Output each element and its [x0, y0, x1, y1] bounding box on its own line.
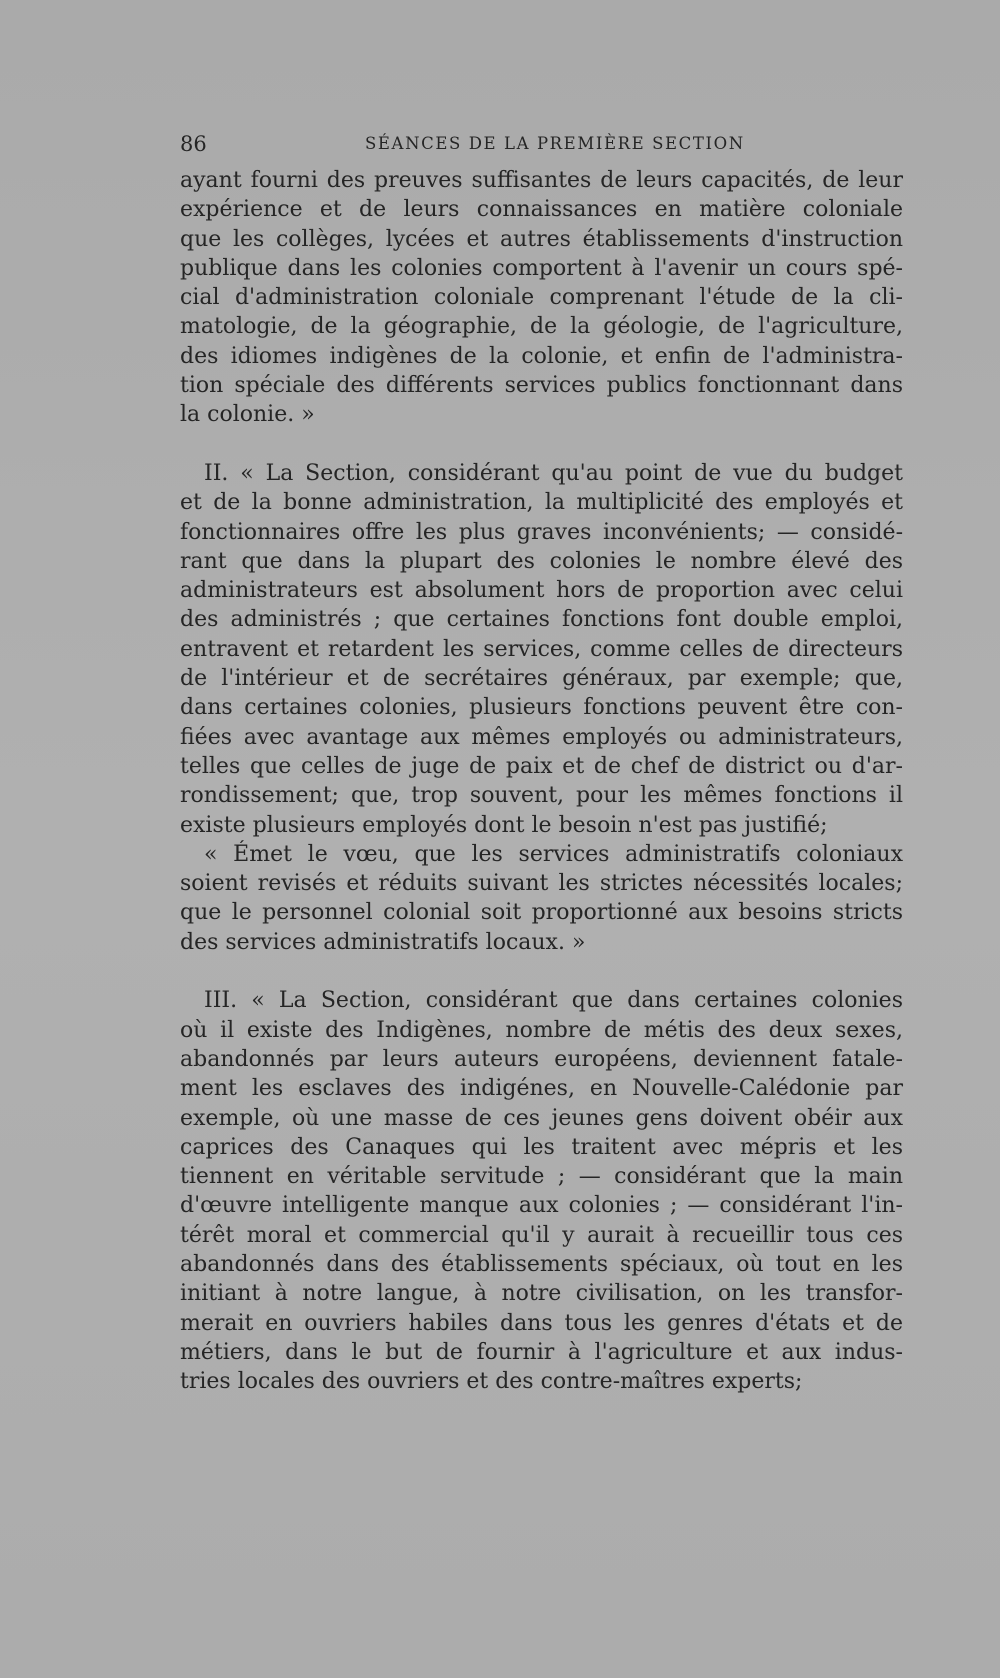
text-line: exemple, où une masse de ces jeunes gens doivent obéir aux	[180, 1105, 903, 1131]
text-line: tiennent en véritable servitude ; — considérant que la main	[180, 1164, 903, 1190]
text-line: de l'intérieur et de secrétaires généraux, par exemple; que,	[180, 666, 903, 692]
text-line: cial d'administration coloniale comprenant l'étude de la cli-	[180, 285, 903, 311]
running-title: SÉANCES DE LA PREMIÈRE SECTION	[365, 134, 745, 153]
page-body	[180, 166, 903, 1396]
text-line: « Émet le vœu, que les services administratifs coloniaux	[204, 841, 903, 867]
text-line: abandonnés dans des établissements spéciaux, où tout en les	[180, 1251, 903, 1277]
text-line: III. « La Section, considérant que dans certaines colonies	[204, 988, 903, 1014]
text-line: d'œuvre intelligente manque aux colonies ; — considérant l'in-	[180, 1193, 903, 1219]
text-line: soient revisés et réduits suivant les strictes nécessités locales;	[180, 871, 903, 897]
text-line: fiées avec avantage aux mêmes employés ou administrateurs,	[180, 724, 903, 750]
text-line: tion spéciale des différents services publics fonctionnant dans	[180, 373, 903, 399]
text-line: matologie, de la géographie, de la géologie, de l'agriculture,	[180, 314, 903, 340]
text-line: fonctionnaires offre les plus graves inconvénients; — considé-	[180, 519, 903, 545]
text-line: existe plusieurs employés dont le besoin n'est pas justifié;	[180, 812, 828, 838]
text-line: telles que celles de juge de paix et de chef de district ou d'ar-	[180, 753, 903, 779]
text-line: publique dans les colonies comportent à l'avenir un cours spé-	[180, 255, 903, 281]
text-line: la colonie. »	[180, 402, 315, 428]
text-line: métiers, dans le but de fournir à l'agriculture et aux indus-	[180, 1339, 903, 1365]
page-number: 86	[180, 132, 207, 156]
text-line: administrateurs est absolument hors de proportion avec celui	[180, 578, 903, 604]
paragraph-2	[180, 459, 903, 957]
paragraph-gap	[180, 957, 903, 986]
text-line: entravent et retardent les services, comme celles de directeurs	[180, 636, 903, 662]
text-line: des services administratifs locaux. »	[180, 929, 586, 955]
text-line: térêt moral et commercial qu'il y aurait à recueillir tous ces	[180, 1222, 903, 1248]
text-line: merait en ouvriers habiles dans tous les genres d'états et de	[180, 1310, 903, 1336]
text-line: rant que dans la plupart des colonies le nombre élevé des	[180, 548, 903, 574]
text-line: et de la bonne administration, la multiplicité des employés et	[180, 490, 903, 516]
text-line: que le personnel colonial soit proportionné aux besoins stricts	[180, 900, 903, 926]
text-line: abandonnés par leurs auteurs européens, deviennent fatale-	[180, 1046, 903, 1072]
paragraph-1	[180, 166, 903, 430]
text-line: des idiomes indigènes de la colonie, et enfin de l'administra-	[180, 343, 903, 369]
text-line: ment les esclaves des indigénes, en Nouvelle-Calédonie par	[180, 1076, 903, 1102]
paragraph-3	[180, 986, 903, 1396]
text-line: II. « La Section, considérant qu'au point de vue du budget	[204, 460, 903, 486]
text-line: ayant fourni des preuves suffisantes de leurs capacités, de leur	[180, 168, 903, 193]
text-line: dans certaines colonies, plusieurs fonctions peuvent être con-	[180, 695, 903, 721]
text-line: rondissement; que, trop souvent, pour les mêmes fonctions il	[180, 783, 903, 809]
text-line: caprices des Canaques qui les traitent avec mépris et les	[180, 1134, 903, 1160]
text-line: expérience et de leurs connaissances en matière coloniale	[180, 197, 903, 223]
text-line: que les collèges, lycées et autres établissements d'instruction	[180, 226, 903, 252]
text-line: tries locales des ouvriers et des contre-maîtres experts;	[180, 1369, 803, 1395]
text-line: initiant à notre langue, à notre civilisation, on les transfor-	[180, 1281, 903, 1307]
text-line: où il existe des Indigènes, nombre de métis des deux sexes,	[180, 1017, 903, 1043]
page-header	[180, 132, 903, 162]
text-line: des administrés ; que certaines fonctions font double emploi,	[180, 607, 903, 633]
paragraph-gap	[180, 430, 903, 459]
